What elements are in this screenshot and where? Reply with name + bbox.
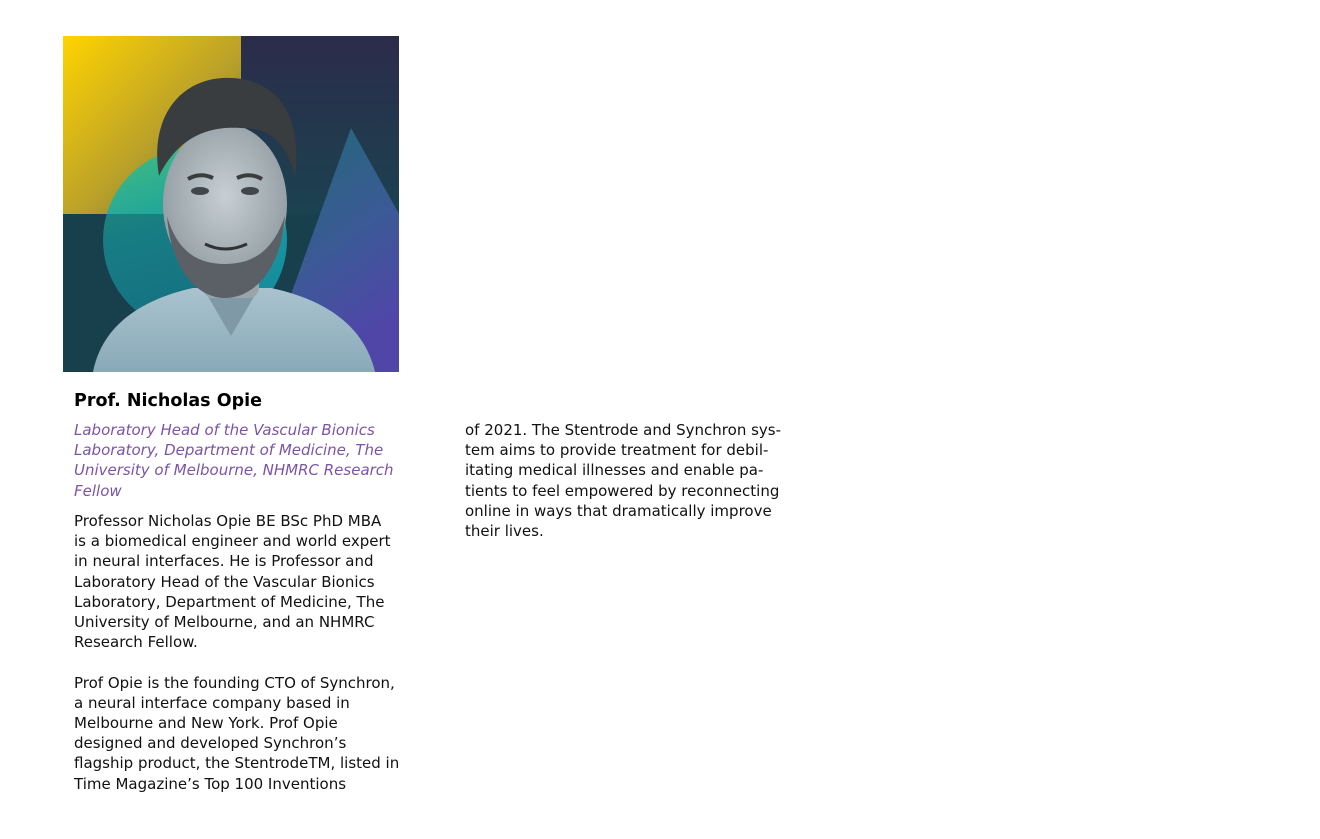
bio-line: itating medical illnesses and enable pa- (465, 461, 764, 480)
bio-line: their lives. (465, 522, 544, 541)
bio-column-left (74, 511, 404, 794)
bio-line: University of Melbourne, and an NHMRC (74, 613, 375, 632)
bio-paragraph (74, 673, 404, 794)
bio-paragraph (465, 420, 785, 541)
role-line: Laboratory Head of the Vascular Bionics (74, 421, 375, 439)
bio-line: in neural interfaces. He is Professor and (74, 552, 374, 571)
bio-line: a neural interface company based in (74, 693, 350, 712)
bio-line: Melbourne and New York. Prof Opie (74, 714, 338, 733)
profile-photo (63, 36, 399, 372)
bio-line: Time Magazine’s Top 100 Inventions (74, 774, 347, 793)
person-role (74, 420, 394, 501)
bio-line: tem aims to provide treatment for debil- (465, 441, 769, 460)
bio-line: tients to feel empowered by reconnecting (465, 481, 780, 500)
bio-column-right (465, 420, 785, 541)
role-line: Fellow (74, 481, 122, 500)
bio-line: of 2021. The Stentrode and Synchron sys- (465, 421, 782, 439)
bio-line: Prof Opie is the founding CTO of Synchron, (74, 673, 395, 692)
bio-line: Professor Nicholas Opie BE BSc PhD MBA (74, 512, 382, 530)
bio-line: flagship product, the StentrodeTM, listed in (74, 754, 400, 773)
bio-line: Laboratory, Department of Medicine, The (74, 592, 385, 611)
bio-line: designed and developed Synchron’s (74, 734, 347, 753)
bio-line: Laboratory Head of the Vascular Bionics (74, 572, 375, 591)
role-line: University of Melbourne, NHMRC Research (74, 461, 394, 480)
role-line: Laboratory, Department of Medicine, The (74, 441, 384, 460)
bio-paragraph (74, 511, 404, 652)
bio-line: Research Fellow. (74, 633, 198, 652)
bio-line: is a biomedical engineer and world expert (74, 532, 391, 551)
bio-line: online in ways that dramatically improve (465, 501, 772, 520)
person-name: Prof. Nicholas Opie (74, 391, 262, 411)
